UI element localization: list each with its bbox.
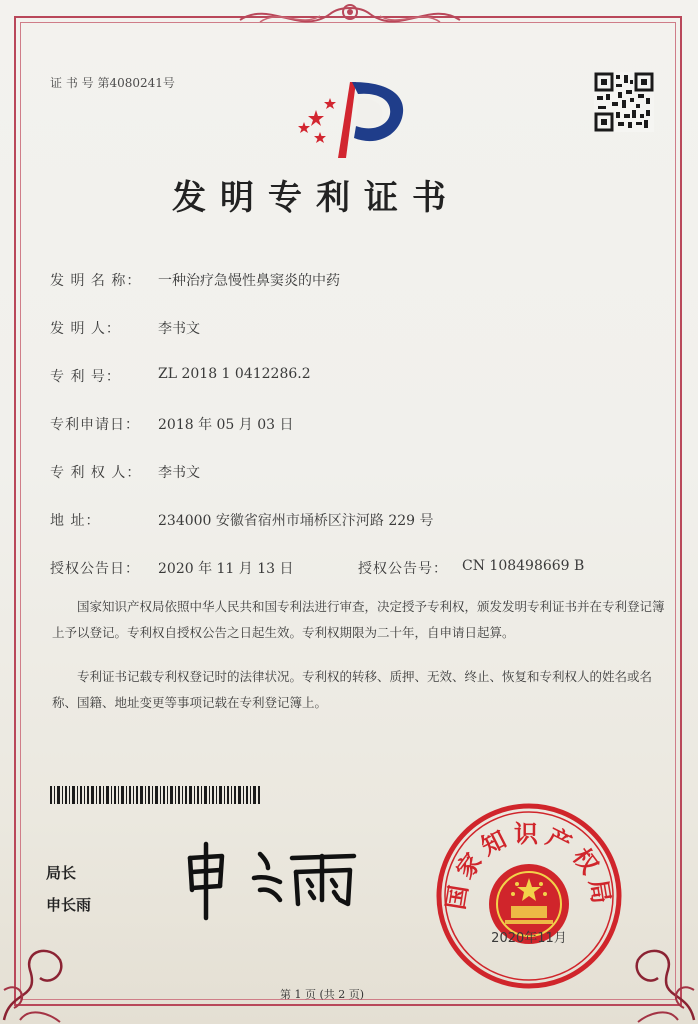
- grant-statement-paragraph: 国家知识产权局依照中华人民共和国专利法进行审查，决定授予专利权，颁发发明专利证书并在专利登记簿上予以登记。专利权自授权公告之日起生效。专利权期限为二十年，自申请日起算。: [52, 599, 665, 640]
- inventor: 李书文: [158, 321, 200, 337]
- handwritten-signature: [176, 838, 366, 922]
- barcode-icon: [50, 786, 262, 804]
- grant-date: 2020 年 11 月 13 日: [158, 561, 294, 577]
- filing-date-label: 专利申请日：: [50, 417, 140, 433]
- address-label: 地 址：: [50, 513, 101, 529]
- grant-date-label: 授权公告日：: [50, 561, 140, 577]
- filing-date: 2018 年 05 月 03 日: [158, 417, 294, 433]
- patent-number-label: 专 利 号：: [50, 369, 121, 385]
- invention-name: 一种治疗急慢性鼻窦炎的中药: [158, 273, 340, 289]
- grant-number: CN 108498669 B: [462, 558, 585, 574]
- certificate-number: 证 书 号 第4080241号: [50, 76, 175, 90]
- bottom-right-ornament: [618, 930, 698, 1024]
- seal-text: 国家知识产权局: [441, 820, 617, 912]
- patent-number: ZL 2018 1 0412286.2: [158, 366, 311, 382]
- patentee-label: 专 利 权 人：: [50, 465, 142, 481]
- top-ornament: [230, 0, 470, 36]
- page-number: 第 1 页 (共 2 页): [280, 988, 365, 1001]
- address: 234000 安徽省宿州市埇桥区汴河路 229 号: [158, 513, 434, 529]
- legal-status-paragraph: 专利证书记载专利权登记时的法律状况。专利权的转移、质押、无效、终止、恢复和专利权人的姓名或名称、国籍、地址变更等事项记载在专利登记簿上。: [52, 669, 653, 710]
- director-title: 局长: [46, 864, 77, 882]
- qr-code-icon: [594, 72, 654, 132]
- official-seal: [435, 802, 623, 990]
- invention-name-label: 发 明 名 称：: [50, 273, 142, 289]
- bottom-left-ornament: [0, 930, 80, 1024]
- cnipa-logo-icon: [290, 76, 410, 160]
- certificate-title: 发明专利证书: [172, 178, 460, 218]
- grant-number-label: 授权公告号：: [358, 561, 448, 577]
- patentee: 李书文: [158, 465, 200, 481]
- director-name: 申长雨: [46, 896, 92, 914]
- seal-date: 2020年11月: [491, 931, 567, 946]
- inventor-label: 发 明 人：: [50, 321, 121, 337]
